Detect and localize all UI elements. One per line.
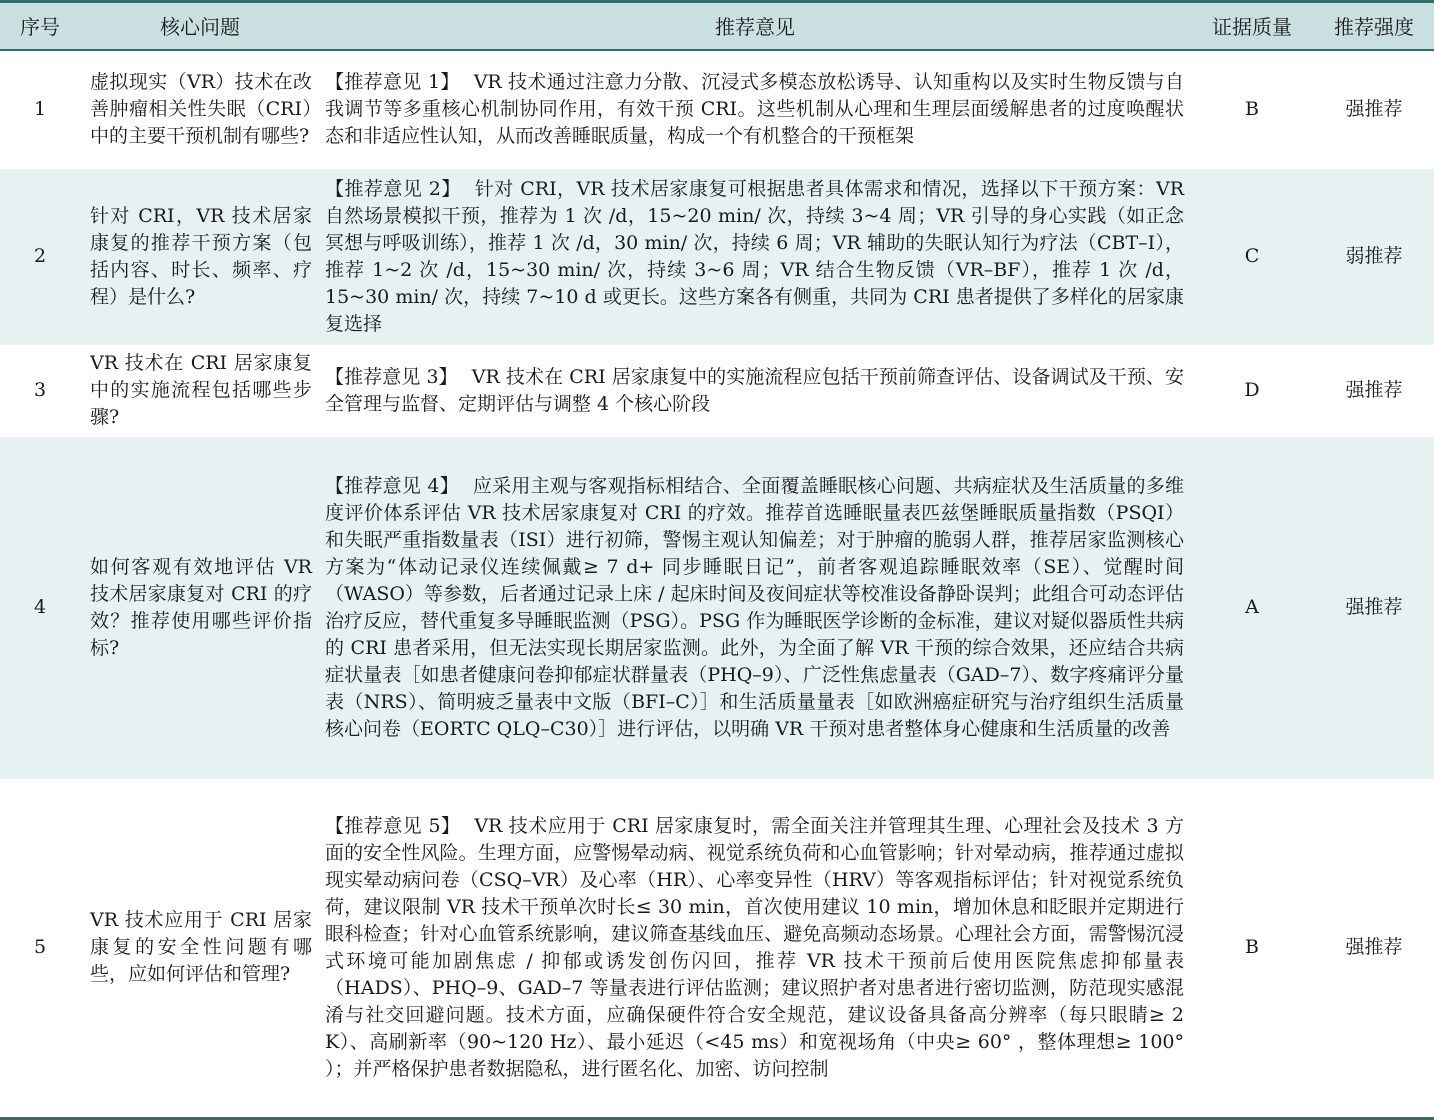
header-row	[0, 2, 1434, 50]
evidence-quality: B	[1245, 98, 1259, 120]
recommendation-cell	[320, 50, 1190, 169]
recommendation-text: VR 技术应用于 CRI 居家康复时，需全面关注并管理其生理、心理社会及技术 3 方面的安全性风险。生理方面，应警惕晕动病、视觉系统负荷和心血管影响；针对晕动病，推荐通过虚拟现实晕动病问卷（CSQ–VR）及心率（HR）、心率变异性（HRV）等客观指标评估；针对视觉系统负荷，建议限制 VR 技术干预单次时长≤ 30 min，首次使用建议 10 min，增加休息和眨眼并定期进行眼科检查；针对心血管系统影响，建议筛查基线血压、避免高频动态场景。心理社会方面，需警惕沉浸式环境可能加剧焦虑 / 抑郁或诱发创伤闪回，推荐 VR 技术干预前后使用医院焦虑抑郁量表（HADS）、PHQ–9、GAD–7 等量表进行评估监测；建议照护者对患者进行密切监测，防范现实感混淆与社交回避问题。技术方面，应确保硬件符合安全规范，建议设备具备高分辨率（每只眼睛≥ 2 K）、高刷新率（90~120 Hz）、最小延迟（<45 ms）和宽视场角（中央≥ 60° ，整体理想≥ 100° ）；并严格保护患者数据隐私，进行匿名化、加密、访问控制	[325, 814, 1184, 1080]
recommendation-text: VR 技术通过注意力分散、沉浸式多模态放松诱导、认知重构以及实时生物反馈与自我调节等多重核心机制协同作用，有效干预 CRI。这些机制从心理和生理层面缓解患者的过度唤醒状态和非适应性认知，从而改善睡眠质量，构成一个有机整合的干预框架	[325, 71, 1184, 147]
recommendation-tag: 【推荐意见 5】	[325, 814, 461, 837]
core-question: VR 技术在 CRI 居家康复中的实施流程包括哪些步骤?	[90, 352, 312, 428]
table-body	[0, 50, 1434, 1119]
table-header	[0, 2, 1434, 50]
row-number: 4	[33, 596, 47, 618]
recommendation-strength: 强推荐	[1345, 379, 1403, 401]
recommendation-tag: 【推荐意见 2】	[325, 177, 461, 200]
header-no: 序号	[20, 15, 60, 40]
core-question: 针对 CRI，VR 技术居家康复的推荐干预方案（包括内容、时长、频率、疗程）是什么?	[90, 204, 312, 308]
row-number: 1	[33, 98, 47, 120]
row-number: 2	[33, 245, 47, 267]
evidence-quality: A	[1245, 596, 1259, 618]
evidence-quality: B	[1245, 936, 1259, 959]
evidence-quality: D	[1244, 379, 1260, 401]
table-row	[0, 345, 1434, 437]
header-evidence: 证据质量	[1212, 15, 1292, 40]
header-question: 核心问题	[160, 15, 240, 40]
table-row	[0, 169, 1434, 345]
table-row	[0, 437, 1434, 779]
recommendation-cell	[320, 437, 1190, 779]
recommendation-strength: 弱推荐	[1345, 245, 1403, 267]
recommendation-strength: 强推荐	[1345, 936, 1403, 959]
row-number: 5	[33, 936, 47, 959]
header-strength: 推荐强度	[1334, 15, 1414, 40]
recommendation-tag: 【推荐意见 3】	[325, 365, 458, 388]
recommendation-tag: 【推荐意见 1】	[325, 71, 460, 93]
evidence-quality: C	[1244, 245, 1260, 267]
core-question: 虚拟现实（VR）技术在改善肿瘤相关性失眠（CRI）中的主要干预机制有哪些?	[90, 71, 312, 147]
recommendation-cell	[320, 345, 1190, 437]
recommendation-text: 应采用主观与客观指标相结合、全面覆盖睡眠核心问题、共病症状及生活质量的多维度评价体系评估 VR 技术居家康复对 CRI 的疗效。推荐首选睡眠量表匹兹堡睡眠质量指数（PSQI）和失眠严重指数量表（ISI）进行初筛，警惕主观认知偏差；对于肿瘤的脆弱人群，推荐居家监测核心方案为“体动记录仪连续佩戴≥ 7 d+ 同步睡眠日记”，前者客观追踪睡眠效率（SE）、觉醒时间（WASO）等参数，后者通过记录上床 / 起床时间及夜间症状等校准设备静卧误判；此组合可动态评估治疗反应，替代重复多导睡眠监测（PSG）。PSG 作为睡眠医学诊断的金标准，建议对疑似器质性共病的 CRI 患者采用，但无法实现长期居家监测。此外，为全面了解 VR 干预的综合效果，还应结合共病症状量表［如患者健康问卷抑郁症状群量表（PHQ–9）、广泛性焦虑量表（GAD–7）、数字疼痛评分量表（NRS）、简明疲乏量表中文版（BFI–C）］和生活质量量表［如欧洲癌症研究与治疗组织生活质量核心问卷（EORTC QLQ–C30）］进行评估，以明确 VR 干预对患者整体身心健康和生活质量的改善	[325, 474, 1184, 740]
table-row	[0, 779, 1434, 1119]
recommendation-strength: 强推荐	[1345, 98, 1403, 120]
core-question: 如何客观有效地评估 VR 技术居家康复对 CRI 的疗效？推荐使用哪些评价指标?	[90, 555, 312, 659]
core-question: VR 技术应用于 CRI 居家康复的安全性问题有哪些，应如何评估和管理?	[90, 909, 312, 986]
table-row	[0, 50, 1434, 169]
recommendation-text: 针对 CRI，VR 技术居家康复可根据患者具体需求和情况，选择以下干预方案：VR 自然场景模拟干预，推荐为 1 次 /d，15~20 min/ 次，持续 3~4 周；VR 引导的身心实践（如正念冥想与呼吸训练），推荐 1 次 /d，30 min/ 次，持续 6 周；VR 辅助的失眠认知行为疗法（CBT–I），推荐 1~2 次 /d，15~30 min/ 次，持续 3~6 周；VR 结合生物反馈（VR–BF），推荐 1 次 /d，15~30 min/ 次，持续 7~10 d 或更长。这些方案各有侧重，共同为 CRI 患者提供了多样化的居家康复选择	[325, 177, 1184, 335]
recommendation-strength: 强推荐	[1345, 596, 1403, 618]
recommendation-cell	[320, 169, 1190, 345]
recommendation-cell	[320, 779, 1190, 1119]
row-number: 3	[33, 379, 47, 401]
recommendation-tag: 【推荐意见 4】	[325, 474, 459, 497]
header-recommendation: 推荐意见	[715, 15, 795, 40]
recommendation-text: VR 技术在 CRI 居家康复中的实施流程应包括干预前筛查评估、设备调试及干预、安全管理与监督、定期评估与调整 4 个核心阶段	[325, 365, 1184, 415]
